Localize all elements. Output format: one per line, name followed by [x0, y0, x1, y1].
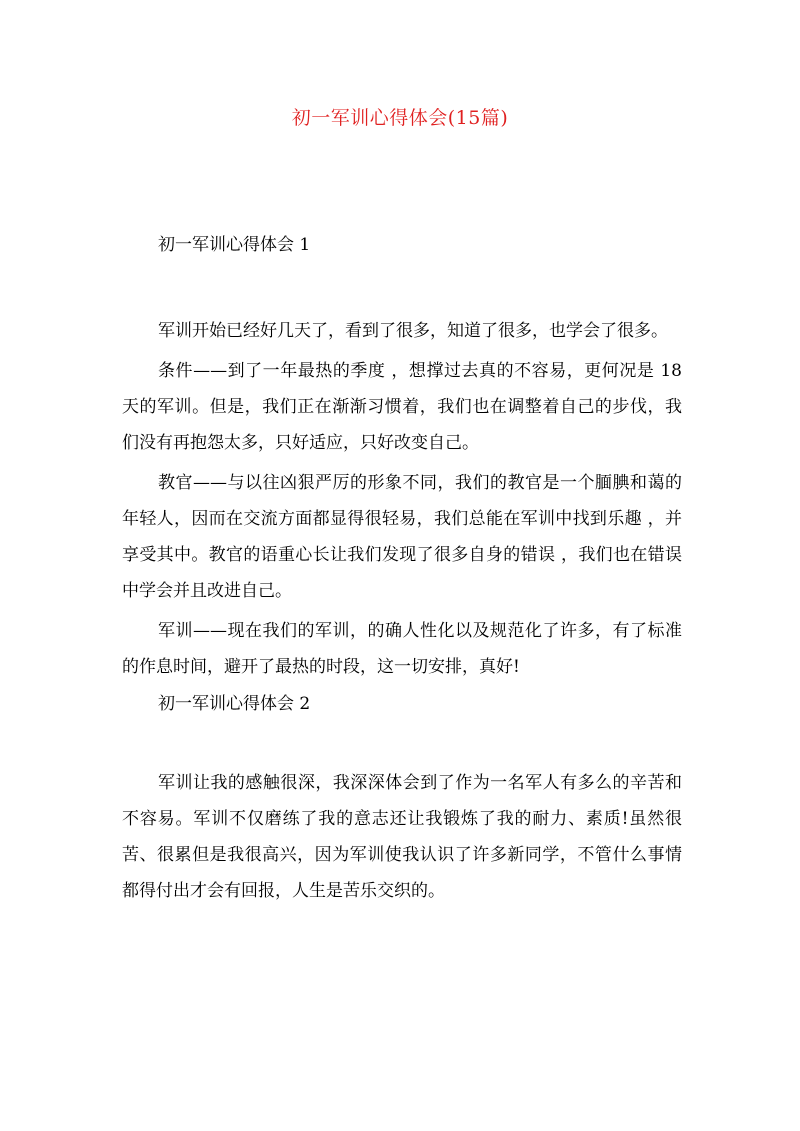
paragraph: 军训让我的感触很深，我深深体会到了作为一名军人有多么的辛苦和不容易。军训不仅磨练了我的意志还让我锻炼了我的耐力、素质!虽然很苦、很累但是我很高兴，因为军训使我认识了许多新同学，不管什么事情都得付出才会有回报，人生是苦乐交织的。 — [122, 773, 682, 901]
paragraph: 军训——现在我们的军训，的确人性化以及规范化了许多，有了标准的作息时间，避开了最热的时段，这一切安排，真好! — [122, 621, 682, 677]
paragraph: 教官——与以往凶狠严厉的形象不同，我们的教官是一个腼腆和蔼的年轻人，因而在交流方面都显得很轻易，我们总能在军训中找到乐趣 ，并享受其中。教官的语重心长让我们发现了很多自身的错误 ，我们也在错误中学会并且改进自己。 — [122, 473, 682, 601]
section-1 — [122, 230, 682, 685]
paragraph: 军训开始已经好几天了，看到了很多，知道了很多，也学会了很多。 — [158, 321, 668, 341]
document-body — [122, 230, 682, 909]
section-2 — [122, 689, 682, 909]
section-heading: 初一军训心得体会 1 — [158, 235, 311, 255]
document-title: 初一军训心得体会(15篇) — [291, 107, 509, 129]
paragraph: 条件——到了一年最热的季度 ，想撑过去真的不容易，更何况是 18 天的军训。但是，我们正在渐渐习惯着，我们也在调整着自己的步伐，我们没有再抱怨太多，只好适应，只好改变自己。 — [122, 361, 682, 453]
section-heading: 初一军训心得体会 2 — [158, 694, 311, 714]
